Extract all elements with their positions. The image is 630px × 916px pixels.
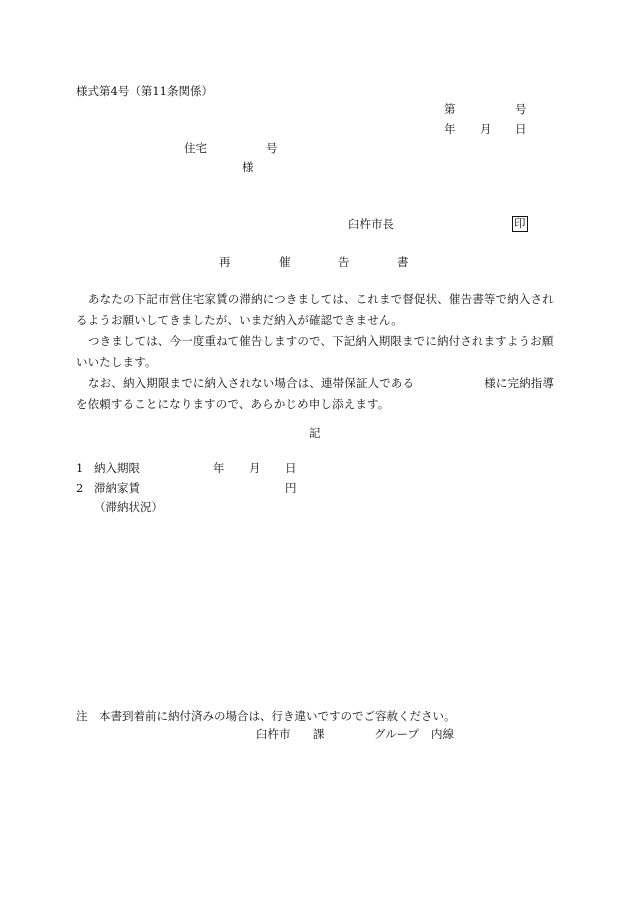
addressee-housing: 住宅 <box>184 141 207 155</box>
seal-text: 印 <box>514 216 526 230</box>
body-text-2: つきましては、今一度重ねて催告しますので、下記納入期限までに納付されますようお願いいたします。 <box>76 334 554 369</box>
title-char-2: 催 <box>279 255 291 269</box>
issuer-name: 臼杵市長 <box>348 217 394 231</box>
date-year: 年 <box>444 122 456 136</box>
body-text-1: あなたの下記市営住宅家賃の滞納につきましては、これまで督促状、催告書等で納入されるようお願いしてきましたが、いまだ納入が確認できません。 <box>76 292 554 327</box>
reference-dai: 第 <box>444 102 456 116</box>
body-paragraph-3 <box>76 373 556 415</box>
ki-heading: 記 <box>309 426 321 440</box>
footnote: 注 本書到着前に納付済みの場合は、行き違いですのでご容赦ください。 <box>76 709 456 723</box>
seal-mark <box>512 216 528 232</box>
body-paragraph-1 <box>76 289 556 331</box>
deadline-month: 月 <box>249 461 261 475</box>
arrears-status-label: （滞納状況） <box>94 500 163 514</box>
rent-yen: 円 <box>285 481 297 495</box>
contact-city: 臼杵市 <box>256 727 291 741</box>
title-char-1: 再 <box>219 255 231 269</box>
form-number-label: 様式第4号（第11条関係） <box>76 84 213 98</box>
deadline-year: 年 <box>213 461 225 475</box>
contact-ka: 課 <box>313 727 325 741</box>
addressee-go: 号 <box>266 141 278 155</box>
reference-go: 号 <box>515 102 527 116</box>
deadline-label: 納入期限 <box>94 461 140 475</box>
item-1-number: 1 <box>76 461 84 475</box>
body-text-3a: なお、納入期限までに納入されない場合は、連帯保証人である <box>88 376 415 390</box>
contact-extension: 内線 <box>431 727 454 741</box>
title-char-4: 書 <box>397 255 409 269</box>
item-2-number: 2 <box>76 481 84 495</box>
rent-label: 滞納家賃 <box>94 481 140 495</box>
title-char-3: 告 <box>338 255 350 269</box>
contact-group: グループ <box>374 727 420 741</box>
date-month: 月 <box>480 122 492 136</box>
addressee-sama: 様 <box>242 160 254 174</box>
date-day: 日 <box>515 122 527 136</box>
body-text-3b: 様に完納指導を依頼することになりますので、あらかじめ申し添えます。 <box>76 376 555 411</box>
body-paragraph-2 <box>76 331 556 373</box>
deadline-day: 日 <box>285 461 297 475</box>
